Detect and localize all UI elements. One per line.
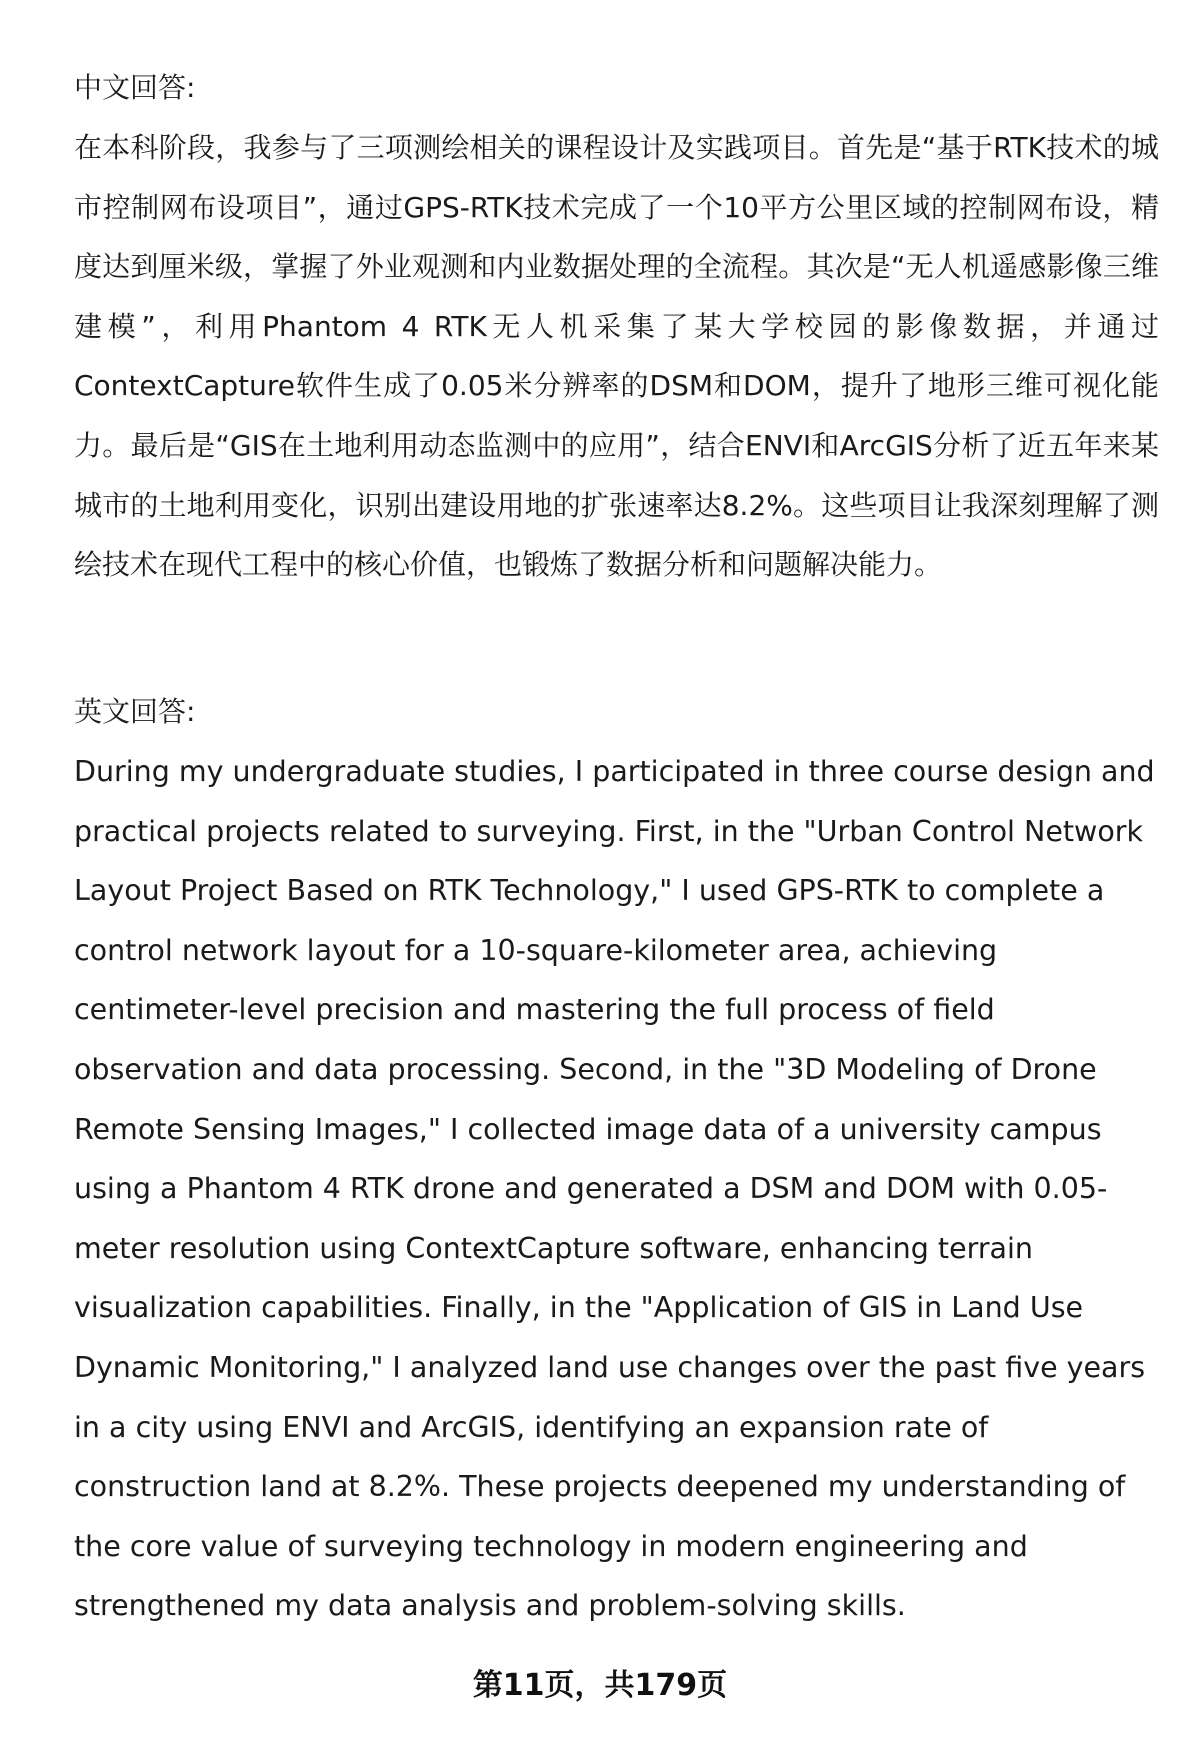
english-answer-label: 英文回答: bbox=[74, 695, 196, 728]
english-answer-text: During my undergraduate studies, I participated in three course design and practical projects related to surveying. First, in the "Urban Control Network Layout Project Based on RTK Technology," I used GPS-RTK to complete a control network layout for a 10-square-kilometer area, achieving centimeter-level precision and mastering the full process of field observation and data processing. Second, in the "3D Modeling of Drone Remote Sensing Images," I collected image data of a university campus using a Phantom 4 RTK drone and generated a DSM and DOM with 0.05-meter resolution using ContextCapture software, enhancing terrain visualization capabilities. Finally, in the "Application of GIS in Land Use Dynamic Monitoring," I analyzed land use changes over the past five years in a city using ENVI and ArcGIS, identifying an expansion rate of construction land at 8.2%. These projects deepened my understanding of the core value of surveying technology in modern engineering and strengthened my data analysis and problem-solving skills. bbox=[74, 755, 1155, 1623]
page-number: 第11页，共179页 bbox=[472, 1668, 728, 1703]
chinese-answer-section bbox=[74, 58, 1164, 595]
chinese-answer-text: 在本科阶段，我参与了三项测绘相关的课程设计及实践项目。首先是“基于RTK技术的城市控制网布设项目”，通过GPS-RTK技术完成了一个10平方公里区域的控制网布设，精度达到厘米级，掌握了外业观测和内业数据处理的全流程。其次是“无人机遥感影像三维建模”，利用Phantom 4 RTK无人机采集了某大学校园的影像数据，并通过ContextCapture软件生成了0.05米分辨率的DSM和DOM，提升了地形三维可视化能力。最后是“GIS在土地利用动态监测中的应用”，结合ENVI和ArcGIS分析了近五年来某城市的土地利用变化，识别出建设用地的扩张速率达8.2%。这些项目让我深刻理解了测绘技术在现代工程中的核心价值，也锻炼了数据分析和问题解决能力。 bbox=[74, 131, 1159, 582]
english-answer-section bbox=[74, 682, 1164, 1636]
chinese-answer-label: 中文回答: bbox=[74, 71, 196, 104]
